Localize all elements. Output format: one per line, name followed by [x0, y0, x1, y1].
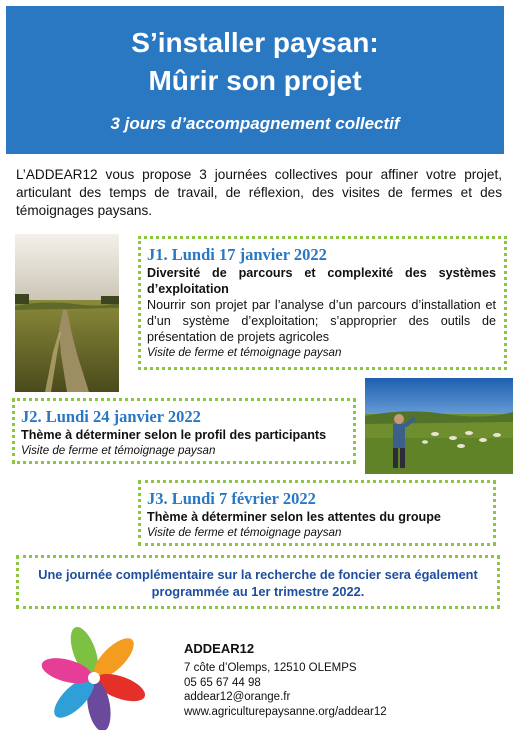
agriculture-paysanne-logo — [36, 622, 148, 730]
contact-email[interactable]: addear12@orange.fr — [184, 691, 291, 704]
day2-title: J2. Lundi 24 janvier 2022 — [21, 407, 201, 426]
contact-website[interactable]: www.agriculturepaysanne.org/addear12 — [184, 706, 387, 719]
day1-title: J1. Lundi 17 janvier 2022 — [147, 245, 327, 264]
day3-theme: Thème à déterminer selon les attentes du groupe — [147, 510, 441, 524]
day1-visit: Visite de ferme et témoignage paysan — [147, 346, 342, 359]
day2-visit: Visite de ferme et témoignage paysan — [21, 444, 216, 457]
page-title-line1: S’installer paysan: — [131, 27, 379, 58]
page-title-line2: Mûrir son projet — [148, 65, 362, 96]
header-banner — [6, 6, 504, 154]
contact-block — [184, 641, 387, 720]
countryside-path-photo — [15, 234, 119, 392]
intro-paragraph: L’ADDEAR12 vous propose 3 journées collectives pour affiner votre projet, articulant des temps de travail, de réflexion, des visites de fermes et des témoignages paysans. — [16, 167, 502, 218]
contact-phone: 05 65 67 44 98 — [184, 676, 261, 689]
day3-visit: Visite de ferme et témoignage paysan — [147, 526, 342, 539]
day3-title: J3. Lundi 7 février 2022 — [147, 489, 316, 508]
contact-address: 7 côte d’Olemps, 12510 OLEMPS — [184, 662, 357, 674]
day2-box — [12, 398, 356, 464]
page-subtitle: 3 jours d’accompagnement collectif — [110, 114, 400, 133]
notice-box: Une journée complémentaire sur la recherche de foncier sera également programmée au 1er trimestre 2022. — [16, 555, 500, 609]
day1-theme: Diversité de parcours et complexité des systèmes d’exploitation — [147, 266, 496, 296]
day1-description: Nourrir son projet par l’analyse d’un parcours d’installation et d’un système d’exploitation; s’approprier des outils de présentation de projets agricoles — [147, 298, 496, 344]
day2-theme: Thème à déterminer selon le profil des participants — [21, 428, 327, 442]
contact-name: ADDEAR12 — [184, 641, 255, 656]
day1-box — [138, 236, 507, 370]
day3-box — [138, 480, 496, 546]
farmer-with-sheep-photo — [365, 378, 513, 474]
